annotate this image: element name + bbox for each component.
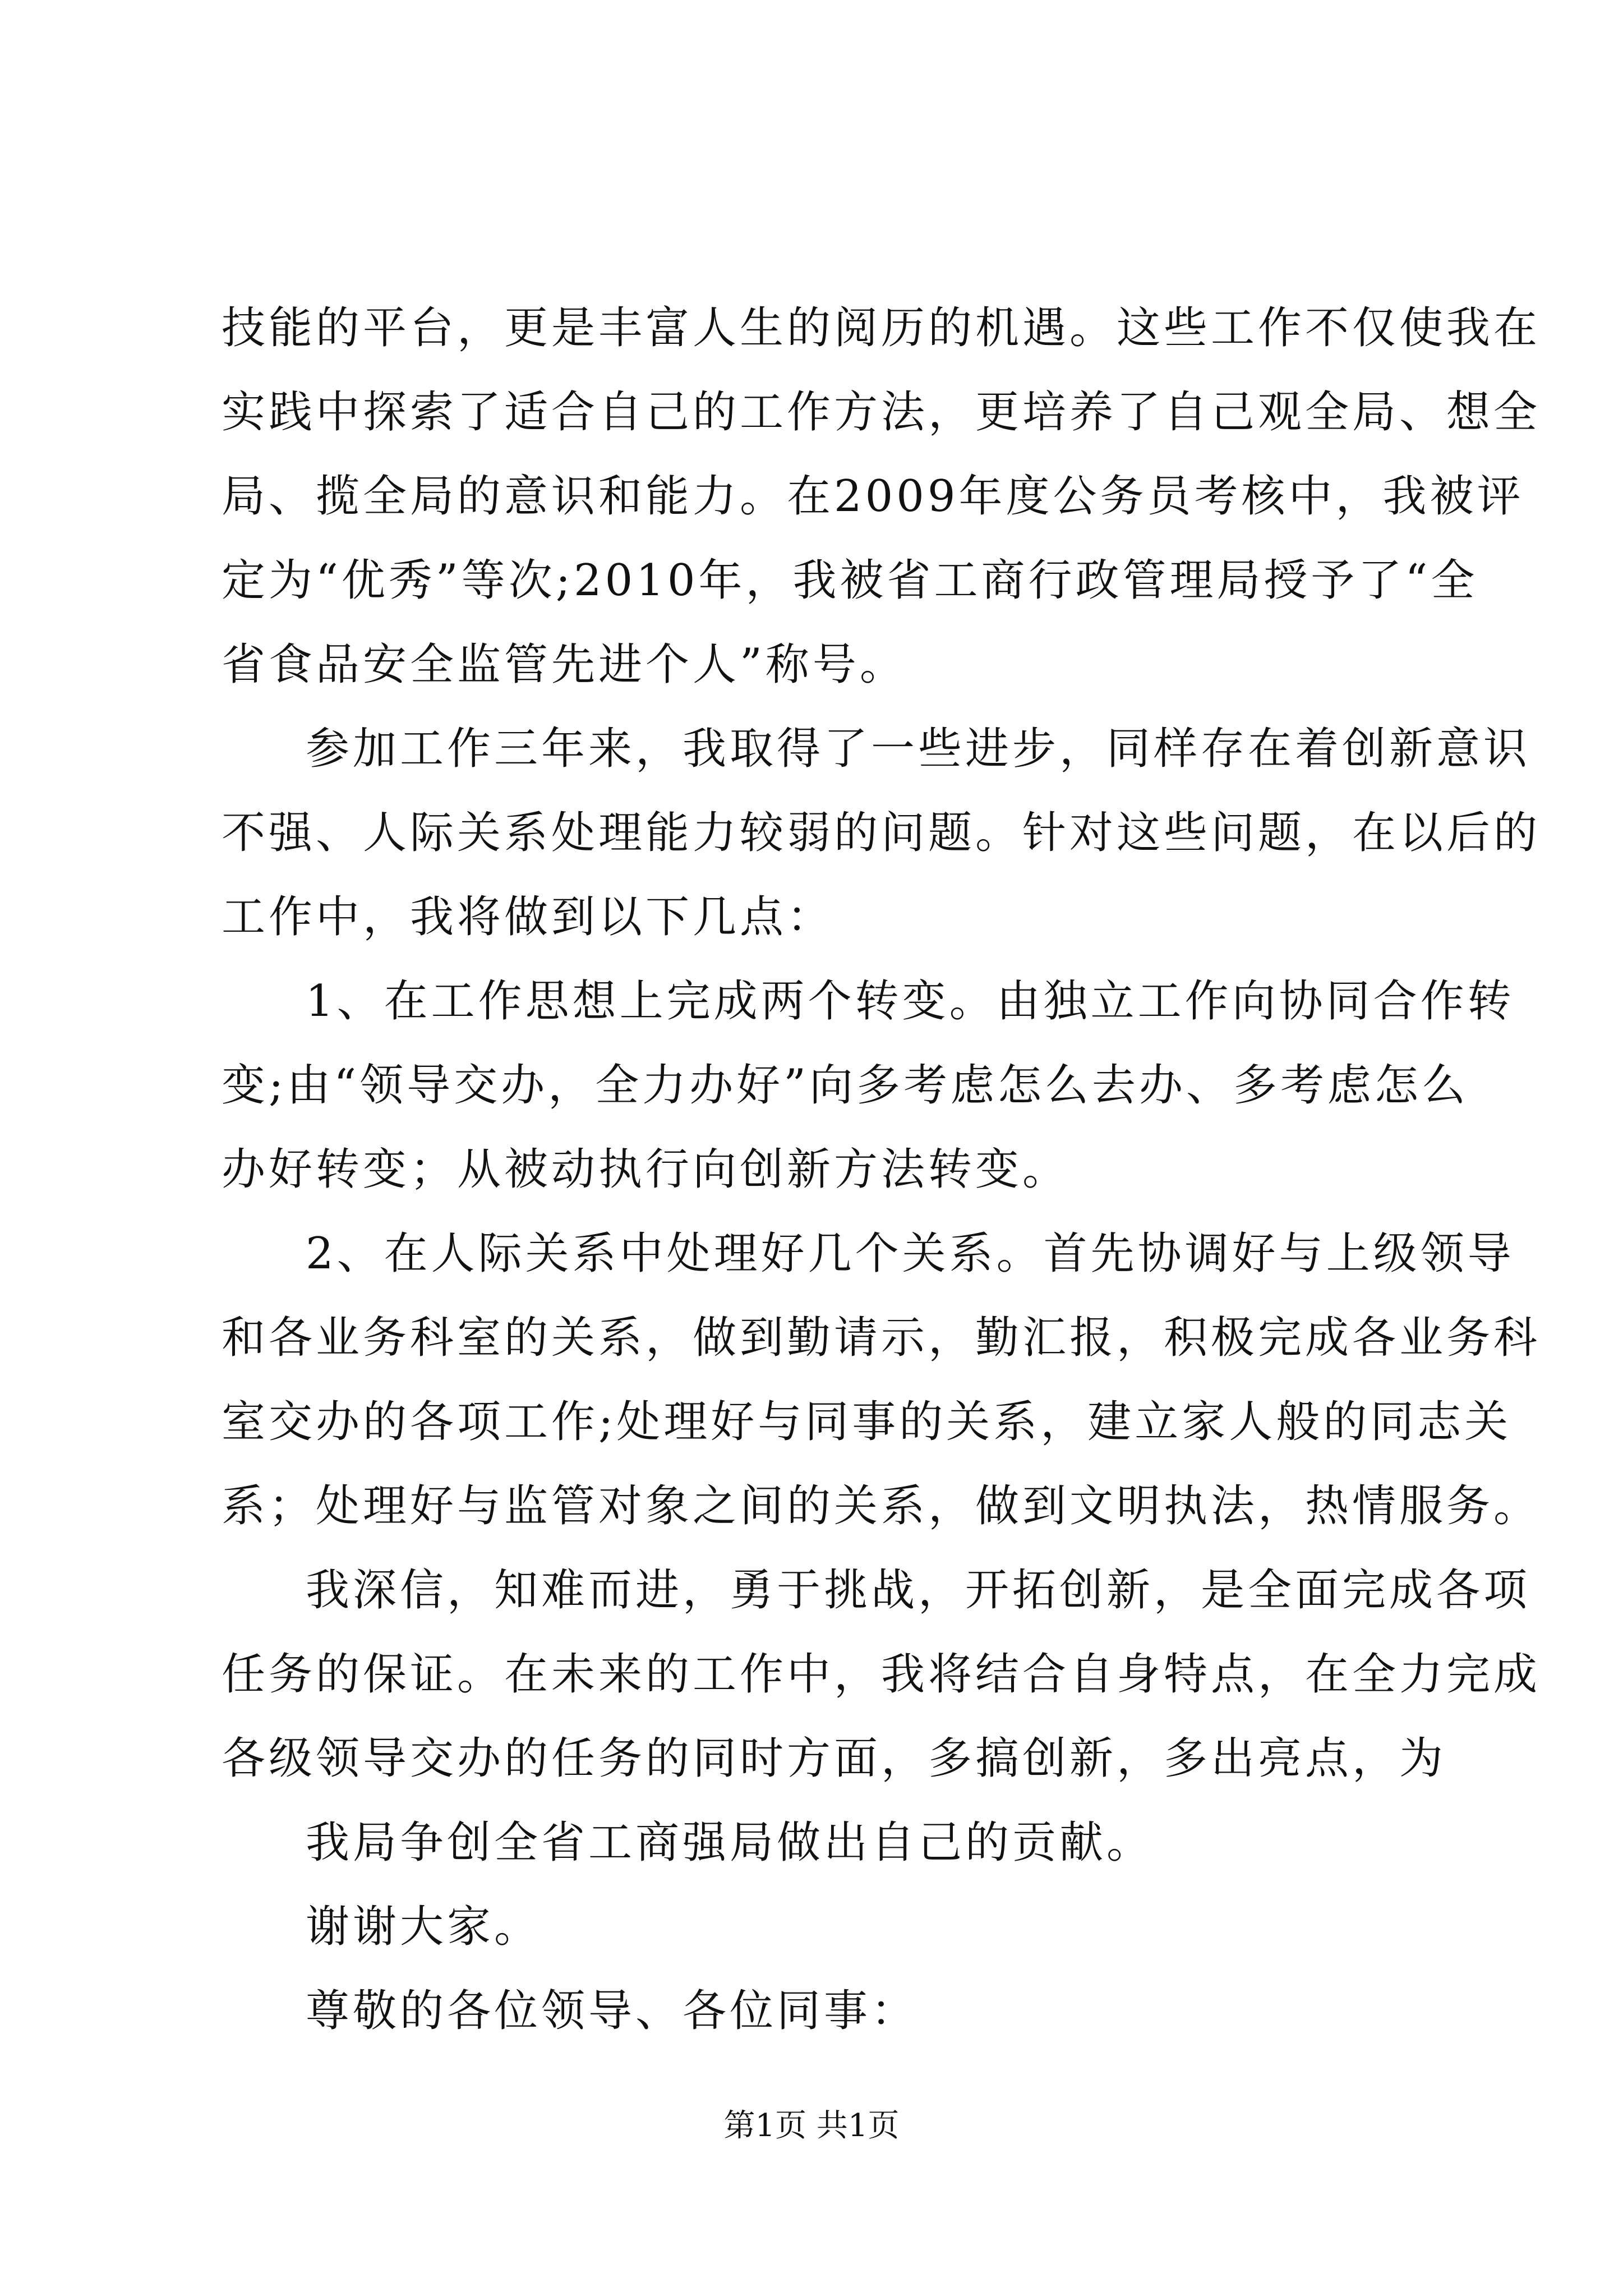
text-line: 室交办的各项工作;处理好与同事的关系，建立家人般的同志关 (222, 1397, 1512, 1447)
text-line: 我局争创全省工商强局做出自己的贡献。 (306, 1818, 1154, 1868)
page-number-label: 第1页 共1页 (723, 2108, 900, 2144)
text-line: 办好转变；从被动执行向创新方法转变。 (222, 1144, 1070, 1195)
text-line: 2、在人际关系中处理好几个关系。首先协调好与上级领导 (306, 1228, 1515, 1279)
text-line: 实践中探索了适合自己的工作方法，更培养了自己观全局、想全 (222, 387, 1541, 438)
text-line: 技能的平台，更是丰富人生的阅历的机遇。这些工作不仅使我在 (222, 303, 1541, 353)
text-line: 变;由“领导交办，全力办好”向多考虑怎么去办、多考虑怎么 (222, 1060, 1469, 1111)
text-line: 局、揽全局的意识和能力。在2009年度公务员考核中，我被评 (222, 471, 1524, 522)
text-line: 任务的保证。在未来的工作中，我将结合自身特点，在全力完成 (222, 1649, 1541, 1700)
text-line: 尊敬的各位领导、各位同事： (306, 1986, 919, 2036)
text-line: 定为“优秀”等次;2010年，我被省工商行政管理局授予了“全 (222, 555, 1478, 606)
text-line: 我深信，知难而进，勇于挑战，开拓创新，是全面完成各项 (306, 1565, 1531, 1616)
text-line: 省食品安全监管先进个人”称号。 (222, 639, 907, 690)
text-line: 和各业务科室的关系，做到勤请示，勤汇报，积极完成各业务科 (222, 1313, 1541, 1363)
text-line: 各级领导交办的任务的同时方面，多搞创新，多出亮点，为 (222, 1733, 1447, 1784)
text-line: 参加工作三年来，我取得了一些进步，同样存在着创新意识 (306, 724, 1531, 774)
page-footer (0, 2106, 1623, 2146)
text-line: 谢谢大家。 (306, 1902, 542, 1952)
text-line: 工作中，我将做到以下几点： (222, 892, 834, 942)
text-line: 不强、人际关系处理能力较弱的问题。针对这些问题，在以后的 (222, 808, 1541, 858)
text-line: 系；处理好与监管对象之间的关系，做到文明执法，热情服务。 (222, 1481, 1541, 1531)
text-line: 1、在工作思想上完成两个转变。由独立工作向协同合作转 (306, 976, 1515, 1027)
document-body (222, 286, 1541, 2053)
